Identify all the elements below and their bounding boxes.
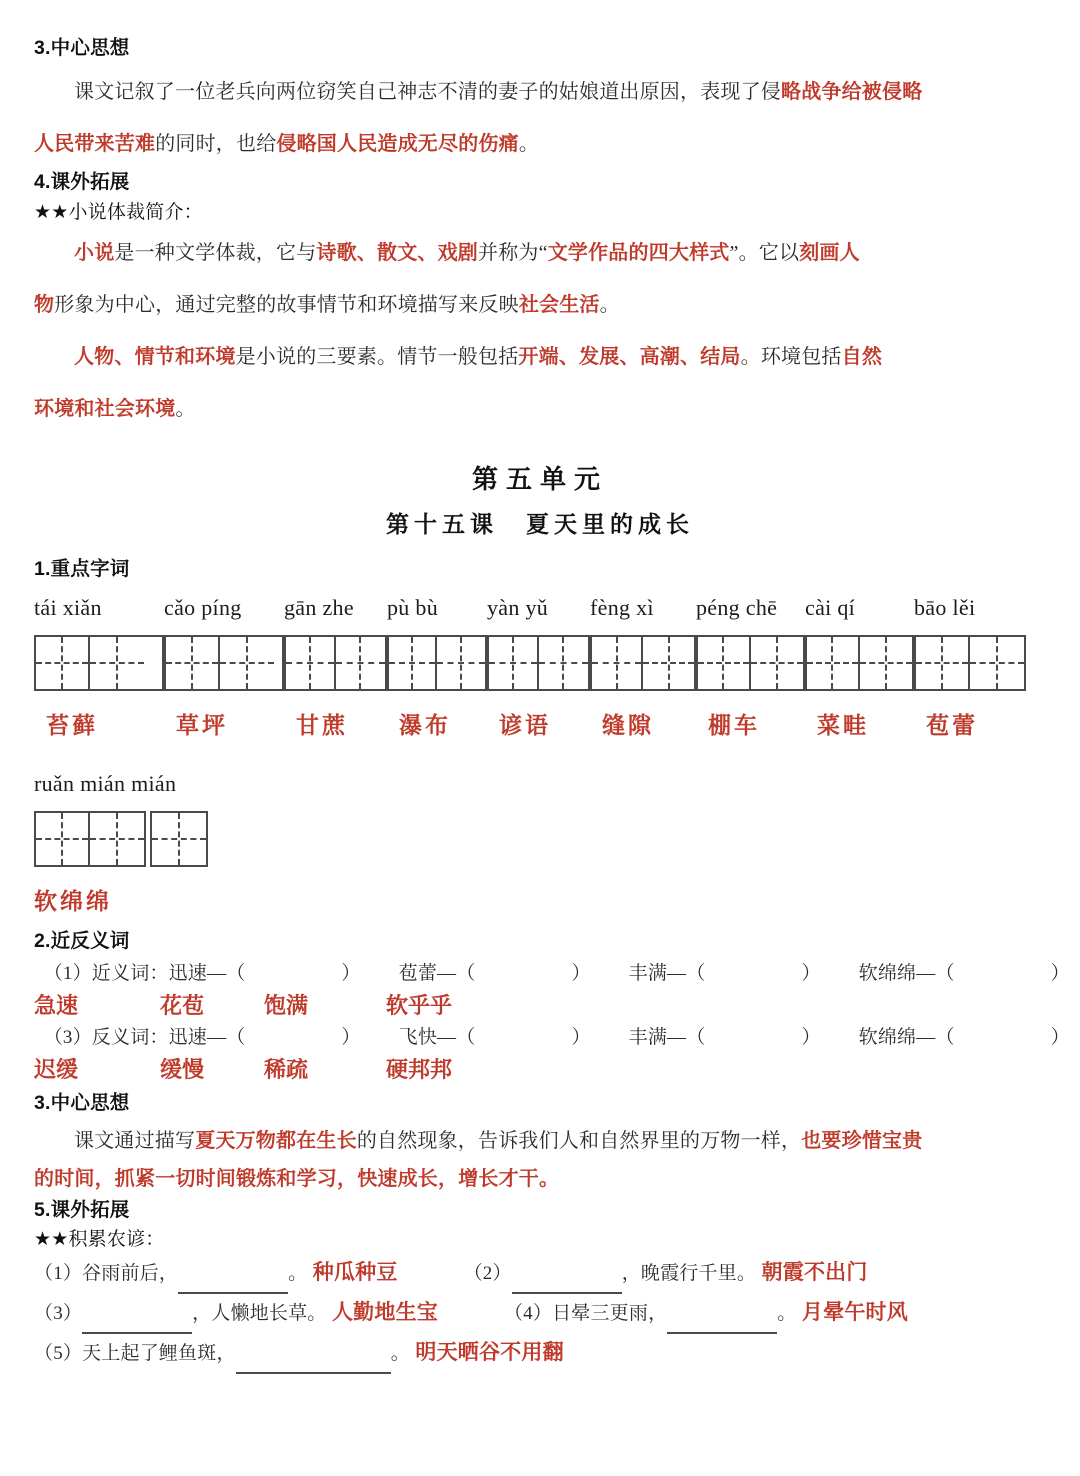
tianzige-cell[interactable] [36, 637, 90, 689]
pinyin-label: cǎo píng [164, 594, 242, 620]
proverb-list [34, 1254, 1046, 1374]
tianzige-cell[interactable] [807, 637, 860, 689]
text-highlight: 社会生活 [518, 293, 600, 316]
grid-slot [696, 635, 805, 691]
question-close-paren: ） [801, 1027, 821, 1049]
tianzige-cell[interactable] [643, 637, 694, 689]
synonym-answer-line [34, 989, 1046, 1023]
pinyin-label: péng chē [696, 594, 778, 620]
proverb-answer: 月晕午时风 [796, 1299, 908, 1324]
tianzige-cell[interactable] [90, 637, 144, 689]
hanzi-answer: 谚语 [499, 712, 551, 738]
proverb-blank[interactable] [178, 1256, 288, 1294]
text-highlight: 环境和社会环境 [34, 397, 176, 420]
hanzi-answer: 苞蕾 [926, 712, 978, 738]
proverb-row [34, 1334, 1046, 1374]
hanzi-answer: 菜畦 [817, 712, 869, 738]
question-label: （3）反义词： [34, 1027, 169, 1049]
tianzige-cell[interactable] [970, 637, 1024, 689]
paragraph-novel-1 [34, 227, 1046, 279]
tianzige-grid[interactable] [387, 635, 487, 691]
question-item: 迅速—（ [168, 1027, 246, 1049]
pinyin-row [34, 763, 1046, 797]
answer-word: 缓慢 [160, 1057, 205, 1083]
tianzige-grid[interactable] [34, 811, 146, 867]
proverb-number: （1） [34, 1262, 83, 1284]
question-close-paren: ） [801, 963, 821, 985]
grid-slot [487, 635, 590, 691]
proverb-number: （2） [463, 1262, 512, 1284]
text-plain: 形象为中心，通过完整的故事情节和环境描写来反映 [54, 293, 519, 316]
heading-center-idea-prev: 3.中心思想 [34, 37, 130, 59]
paragraph-center-idea-1 [34, 1122, 1046, 1160]
proverb-number: （3） [34, 1302, 83, 1324]
heading-center-idea: 3.中心思想 [34, 1092, 130, 1115]
paragraph-center-idea-prev [34, 66, 1046, 118]
proverb-suffix: 。 [288, 1262, 308, 1284]
question-close-paren: ） [341, 963, 361, 985]
proverb-blank[interactable] [82, 1296, 192, 1334]
text-highlight: 文学作品的四大样式 [547, 241, 730, 264]
grid-row [34, 811, 1046, 867]
question-item: 软绵绵—（ [858, 963, 955, 985]
tianzige-cell[interactable] [336, 637, 385, 689]
hanzi-answer-row [34, 707, 1046, 741]
paragraph-center-idea-prev-2 [34, 118, 1046, 170]
text-plain: 的同时，也给 [155, 133, 277, 156]
hanzi-answer: 甘蔗 [296, 712, 348, 738]
text-highlight: 诗歌、散文、戏剧 [316, 241, 479, 264]
tianzige-cell[interactable] [751, 637, 803, 689]
section-extension-prev [34, 170, 1046, 434]
text-highlight: 的时间，抓紧一切时间锻炼和学习，快速成长，增长才干。 [34, 1167, 560, 1190]
hanzi-answer: 棚车 [708, 712, 760, 738]
text-plain: ”。它以 [729, 241, 800, 264]
text-highlight: 刻画人 [799, 241, 860, 264]
question-close-paren: ） [341, 1027, 361, 1049]
tianzige-grid[interactable] [284, 635, 387, 691]
question-close-paren: ） [1050, 963, 1070, 985]
pinyin-row [34, 587, 1046, 621]
proverb-answer: 种瓜种豆 [307, 1259, 398, 1284]
proverb-suffix: ，晚霞行千里。 [621, 1262, 757, 1284]
heading-synonyms: 2.近反义词 [34, 929, 130, 952]
proverb-answer: 明天晒谷不用翻 [409, 1339, 564, 1364]
tianzige-cell[interactable] [916, 637, 970, 689]
synonym-question-line [34, 959, 1070, 989]
text-plain: 并称为“ [478, 241, 548, 264]
hanzi-answer-row [34, 883, 1046, 917]
question-item: 苞蕾—（ [398, 963, 476, 985]
question-item: 软绵绵—（ [858, 1027, 955, 1049]
pinyin-label: yàn yǔ [487, 594, 549, 620]
question-item: 飞快—（ [398, 1027, 476, 1049]
question-item: 丰满—（ [628, 1027, 706, 1049]
paragraph-novel-2 [34, 279, 1046, 331]
tianzige-grid[interactable] [164, 635, 284, 691]
hanzi-answer: 草坪 [176, 712, 228, 738]
text-plain: 。 [518, 133, 540, 156]
text-plain: 是小说的三要素。情节一般包括 [235, 345, 519, 368]
pinyin-label: gān zhe [284, 594, 354, 620]
proverb-prefix: 天上起了鲤鱼斑， [82, 1342, 236, 1364]
subheading-novel-intro: ★★小说体裁简介： [34, 201, 203, 223]
section-synonyms [34, 929, 1070, 1087]
question-close-paren: ） [571, 963, 591, 985]
text-plain: 是一种文学体裁，它与 [114, 241, 317, 264]
heading-extension: 5.课外拓展 [34, 1198, 130, 1221]
paragraph-novel-3 [34, 331, 1046, 383]
antonym-question-line [34, 1023, 1070, 1053]
answer-word: 饱满 [264, 993, 309, 1019]
grid-row [34, 635, 1046, 691]
heading-vocabulary: 1.重点字词 [34, 557, 130, 580]
proverb-number: （4） [503, 1302, 553, 1324]
pinyin-label: tái xiǎn [34, 594, 102, 620]
section-center-idea-prev [34, 36, 1046, 170]
tianzige-cell[interactable] [90, 813, 144, 865]
grid-slot [914, 635, 1026, 691]
grid-slot [284, 635, 387, 691]
proverb-suffix: 。 [777, 1302, 797, 1324]
tianzige-cell[interactable] [389, 637, 437, 689]
question-close-paren: ） [571, 1027, 591, 1049]
proverb-blank[interactable] [667, 1296, 777, 1334]
text-plain: 课文记叙了一位老兵向两位窃笑自己神志不清的妻子的姑娘道出原因，表现了侵 [74, 81, 781, 104]
tianzige-cell[interactable] [860, 637, 912, 689]
grid-slot [805, 635, 914, 691]
subheading-proverbs: ★★积累农谚： [34, 1229, 165, 1250]
tianzige-cell[interactable] [539, 637, 588, 689]
grid-slot [164, 635, 284, 691]
tianzige-grid[interactable] [696, 635, 805, 691]
tianzige-cell[interactable] [698, 637, 751, 689]
hanzi-answer: 软绵绵 [34, 888, 112, 914]
unit-title: 第五单元 [471, 464, 608, 494]
grid-slot [387, 635, 487, 691]
vocab-row-2 [34, 763, 1046, 917]
text-highlight: 夏天万物都在生长 [195, 1129, 357, 1152]
text-highlight: 人物、情节和环境 [74, 345, 236, 368]
tianzige-cell[interactable] [489, 637, 539, 689]
pinyin-label: fèng xì [590, 594, 654, 620]
proverb-blank[interactable] [512, 1256, 622, 1294]
tianzige-grid[interactable] [34, 635, 164, 691]
proverb-blank[interactable] [236, 1336, 391, 1374]
tianzige-cell[interactable] [166, 637, 220, 689]
question-close-paren: ） [1050, 1027, 1070, 1049]
section-vocabulary [34, 557, 1046, 917]
tianzige-cell[interactable] [220, 637, 274, 689]
text-plain: 。 [599, 293, 620, 316]
tianzige-grid[interactable] [590, 635, 696, 691]
proverb-suffix: 。 [390, 1342, 410, 1364]
antonym-answer-line [34, 1053, 1046, 1087]
hanzi-answer: 瀑布 [399, 712, 451, 738]
text-highlight: 人民带来苦难 [34, 133, 156, 156]
pinyin-label: pù bù [387, 594, 438, 620]
text-plain: 的自然现象，告诉我们人和自然界里的万物一样， [356, 1129, 802, 1152]
question-item: 迅速—（ [168, 963, 246, 985]
grid-slot [34, 635, 164, 691]
lesson-title: 第十五课 夏天里的成长 [386, 511, 694, 537]
text-highlight: 侵略国人民造成无尽的伤痛 [276, 133, 519, 156]
proverb-prefix: 谷雨前后， [82, 1262, 179, 1284]
text-highlight: 开端、发展、高潮、结局 [518, 345, 741, 368]
section-center-idea [34, 1091, 1046, 1197]
paragraph-center-idea-2 [34, 1160, 1046, 1198]
text-plain: 课文通过描写 [74, 1129, 196, 1152]
text-plain: 。 [175, 397, 196, 420]
pinyin-label: cài qí [805, 594, 856, 620]
proverb-prefix: 日晕三更雨， [552, 1302, 668, 1324]
tianzige-grid[interactable] [805, 635, 914, 691]
pinyin-label: bāo lěi [914, 594, 976, 620]
proverb-answer: 朝霞不出门 [756, 1259, 868, 1284]
answer-word: 软乎乎 [386, 993, 453, 1019]
tianzige-grid[interactable] [150, 811, 208, 867]
vocab-row-1 [34, 587, 1046, 741]
tianzige-cell[interactable] [36, 813, 90, 865]
pinyin-label: ruǎn mián mián [34, 770, 177, 796]
answer-word: 硬邦邦 [386, 1057, 453, 1083]
tianzige-cell[interactable] [592, 637, 643, 689]
question-label: （1）近义词： [34, 963, 169, 985]
heading-extension-prev: 4.课外拓展 [34, 171, 130, 194]
grid-slot [590, 635, 696, 691]
text-highlight: 自然 [841, 345, 883, 368]
text-plain: 。环境包括 [740, 345, 842, 368]
tianzige-cell[interactable] [286, 637, 336, 689]
section-extension [34, 1198, 1046, 1374]
hanzi-answer: 缝隙 [602, 712, 654, 738]
question-item: 丰满—（ [628, 963, 706, 985]
proverb-row [34, 1294, 1046, 1334]
hanzi-answer: 苔藓 [46, 712, 98, 738]
proverb-number: （5） [34, 1342, 83, 1364]
text-highlight: 略战争给被侵略 [781, 81, 923, 104]
tianzige-grid[interactable] [914, 635, 1026, 691]
text-highlight: 物 [34, 293, 55, 316]
answer-word: 迟缓 [34, 1057, 79, 1083]
answer-word: 花苞 [160, 993, 205, 1019]
tianzige-cell[interactable] [437, 637, 485, 689]
tianzige-grid[interactable] [487, 635, 590, 691]
paragraph-novel-4 [34, 383, 1046, 435]
answer-word: 稀疏 [264, 1057, 309, 1083]
proverb-row [34, 1254, 1046, 1294]
text-highlight: 小说 [74, 241, 115, 264]
tianzige-cell[interactable] [152, 813, 206, 865]
proverb-suffix: ，人懒地长草。 [192, 1302, 327, 1324]
text-highlight: 也要珍惜宝贵 [801, 1129, 923, 1152]
answer-word: 急速 [34, 993, 79, 1019]
proverb-answer: 人勤地生宝 [326, 1299, 438, 1324]
